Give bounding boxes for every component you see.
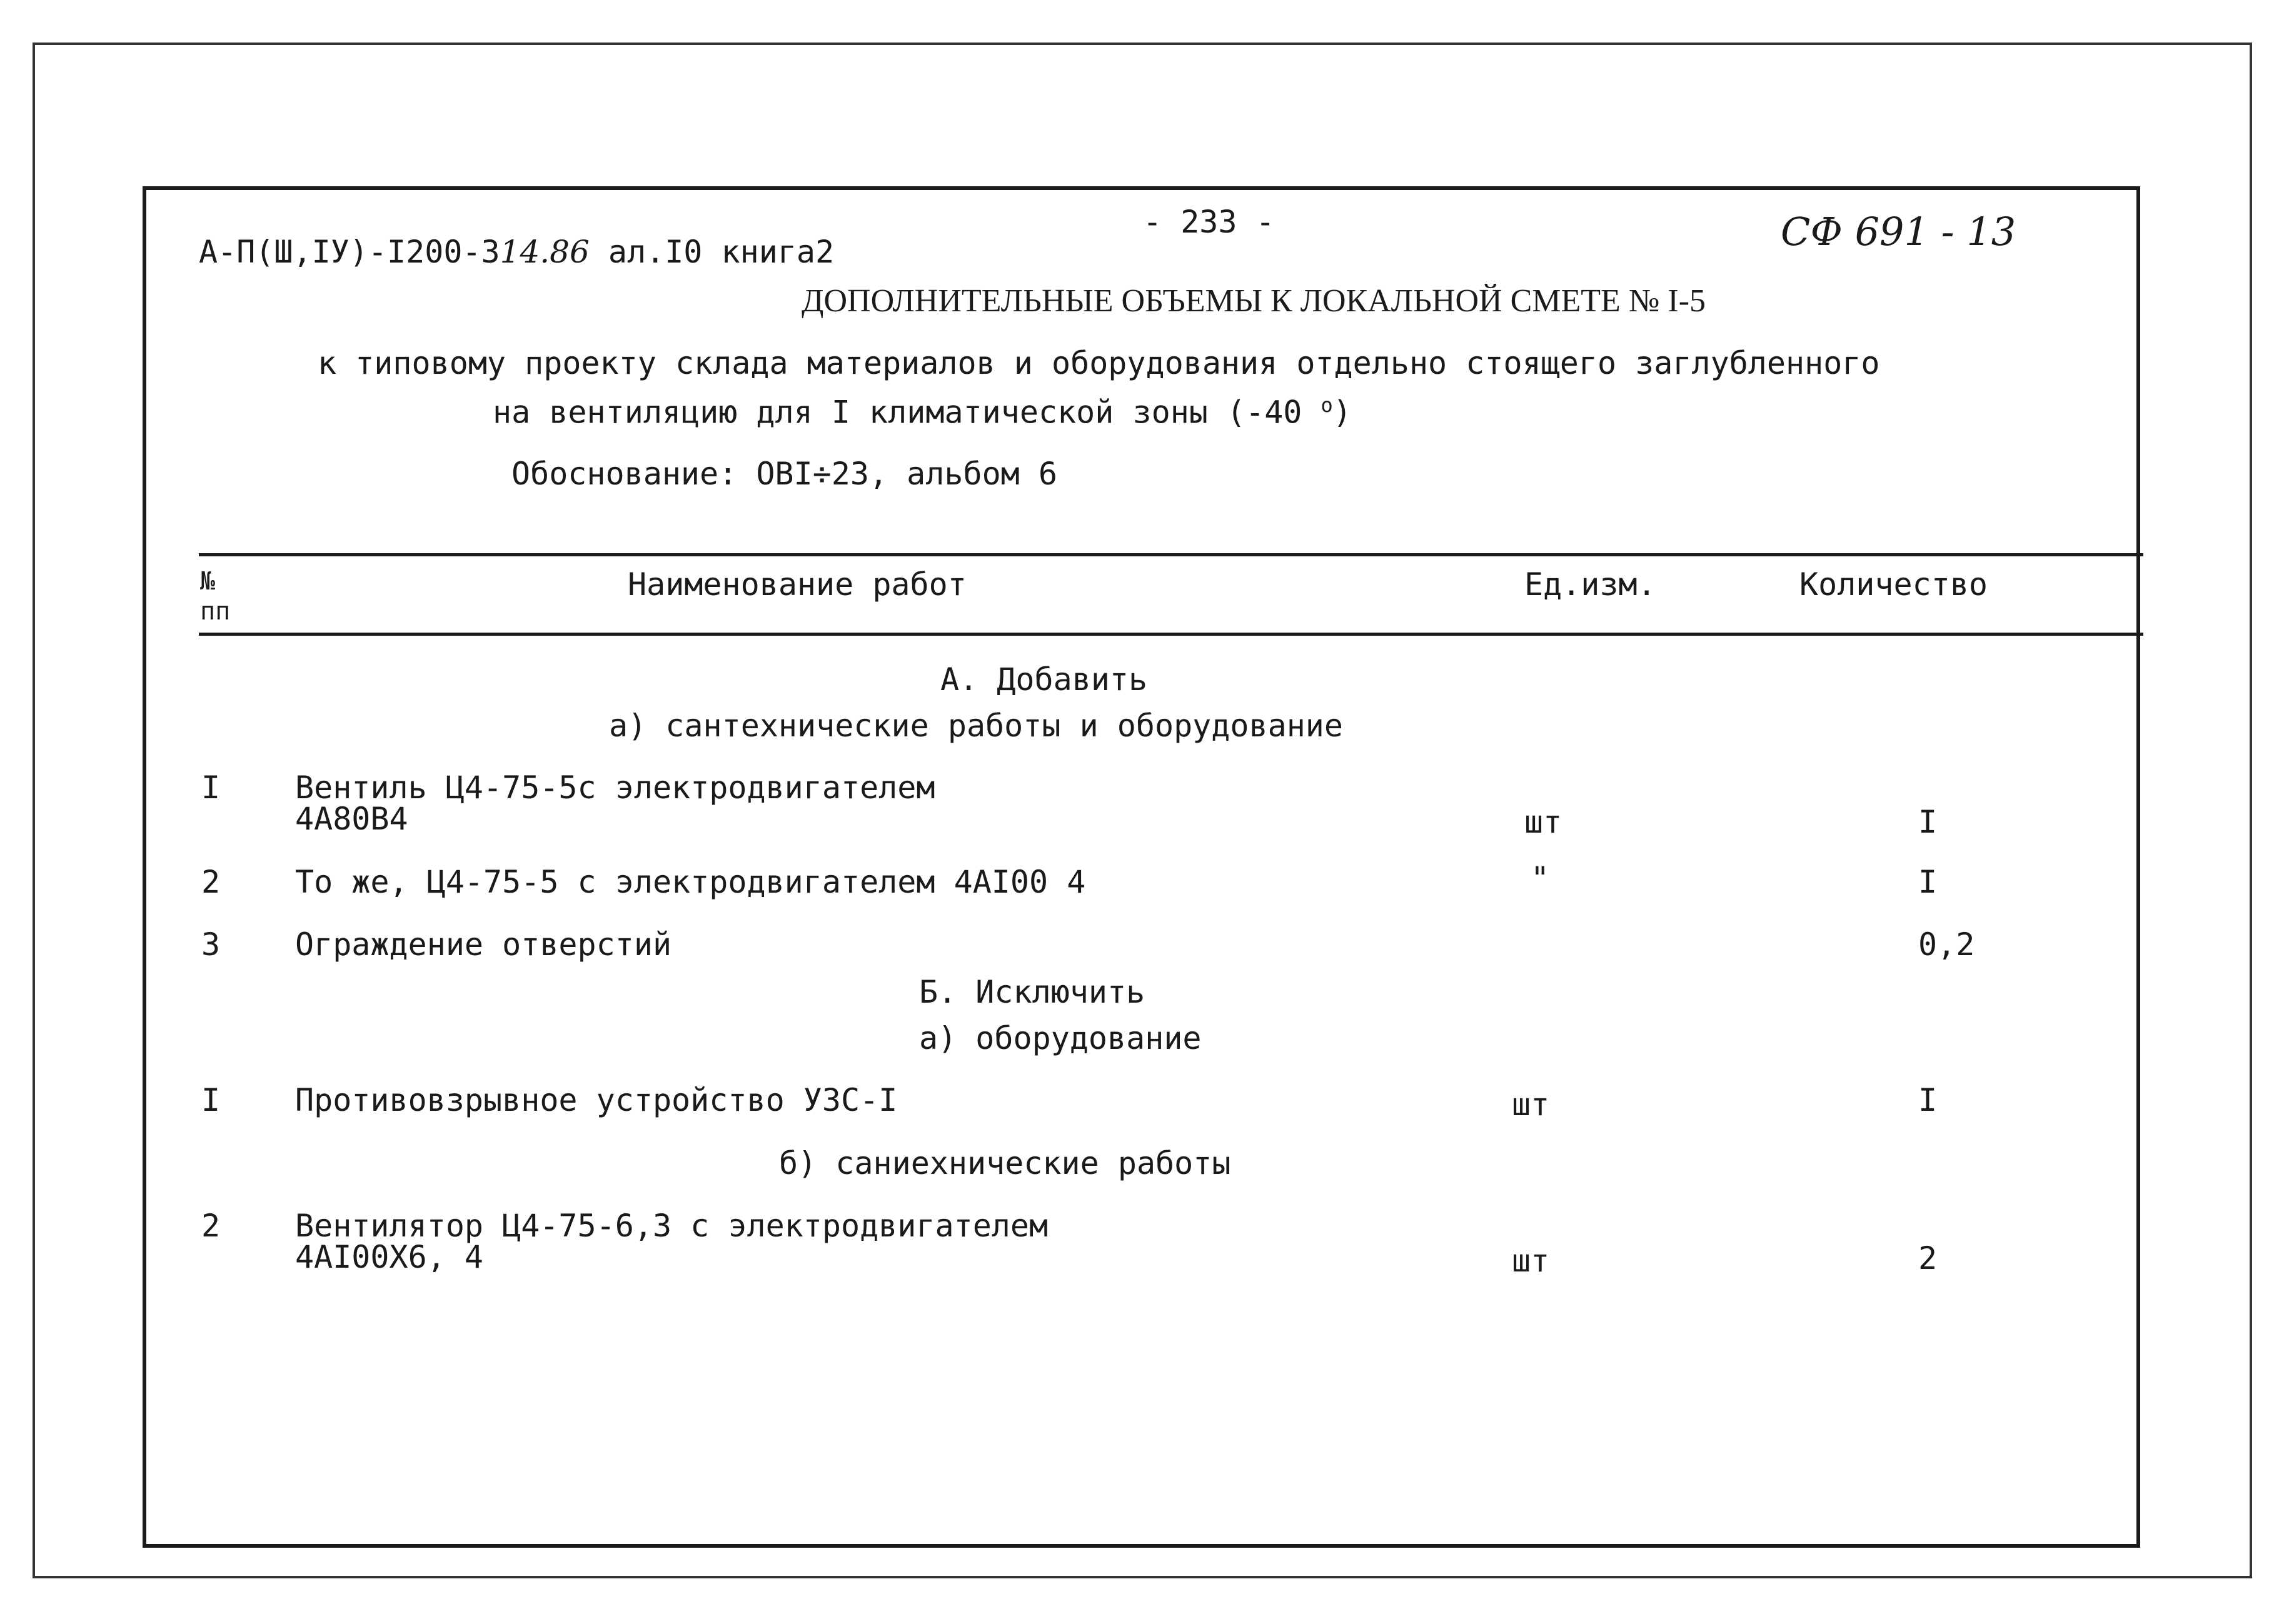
row-number: 2 [201,864,221,900]
section-add-subheading: а) сантехнические работы и оборудование [609,708,1343,744]
document-code [199,236,834,268]
row-quantity: I [1918,804,1938,840]
row-name: То же, Ц4-75-5 с электродвигателем 4АI00 4 [295,864,1086,900]
row-quantity: I [1918,1082,1938,1118]
document-code-suffix: ал.I0 книга2 [608,234,835,270]
column-header-number-sub: пп [200,597,231,626]
row-unit: шт [1512,1243,1550,1279]
document-subtitle: к типовому проекту склада материалов и оборудования отдельно стоящего заглубленного [318,345,1880,381]
degree-mark: о [1321,393,1333,417]
row-unit-ditto: " [1531,860,1550,896]
climate-zone-line [493,393,1352,431]
row-number: I [201,769,221,806]
archive-stamp: СФ 691 - 13 [1781,209,2016,254]
document-code-prefix: А-П(Ш,IУ)-I200-3 [199,234,500,270]
column-header-name: Наименование работ [628,566,967,603]
row-name: Вентиль Ц4-75-5с электродвигателем [295,769,935,806]
row-name: Противовзрывное устройство УЗС-I [295,1082,898,1118]
column-header-quantity: Количество [1799,566,1988,603]
section-add-heading: А. Добавить [940,661,1148,698]
section-remove-subheading-b: б) саниехнические работы [779,1145,1231,1181]
document-code-handwritten: 14.86 [500,234,590,270]
document-title: ДОПОЛНИТЕЛЬНЫЕ ОБЪЕМЫ К ЛОКАЛЬНОЙ СМЕТЕ № I-5 [802,283,1706,319]
section-remove-subheading-a: а) оборудование [919,1020,1202,1056]
column-header-number: № [200,567,216,596]
row-unit: шт [1524,804,1562,840]
row-quantity: 0,2 [1918,926,1975,963]
page-number: - 233 - [1143,204,1275,240]
row-name: Вентилятор Ц4-75-6,3 с электродвигателем [295,1208,1049,1244]
column-header-unit: Ед.изм. [1524,566,1656,603]
row-name-continued: 4А80В4 [295,801,408,837]
row-number: 2 [201,1208,221,1244]
row-number: 3 [201,926,221,963]
row-quantity: I [1918,864,1938,900]
row-unit: шт [1512,1086,1550,1123]
climate-zone-close: ) [1332,394,1352,431]
basis-line: Обоснование: ОВI÷23, альбом 6 [511,456,1057,492]
table-header-rule [199,633,2143,636]
row-quantity: 2 [1918,1240,1938,1276]
row-name: Ограждение отверстий [295,926,672,963]
row-number: I [201,1082,221,1118]
section-remove-heading: Б. Исключить [919,974,1145,1010]
row-name-continued: 4АI00Х6, 4 [295,1239,484,1275]
climate-zone-text: на вентиляцию для I климатической зоны (-40 [493,394,1321,431]
table-top-rule [199,553,2143,556]
